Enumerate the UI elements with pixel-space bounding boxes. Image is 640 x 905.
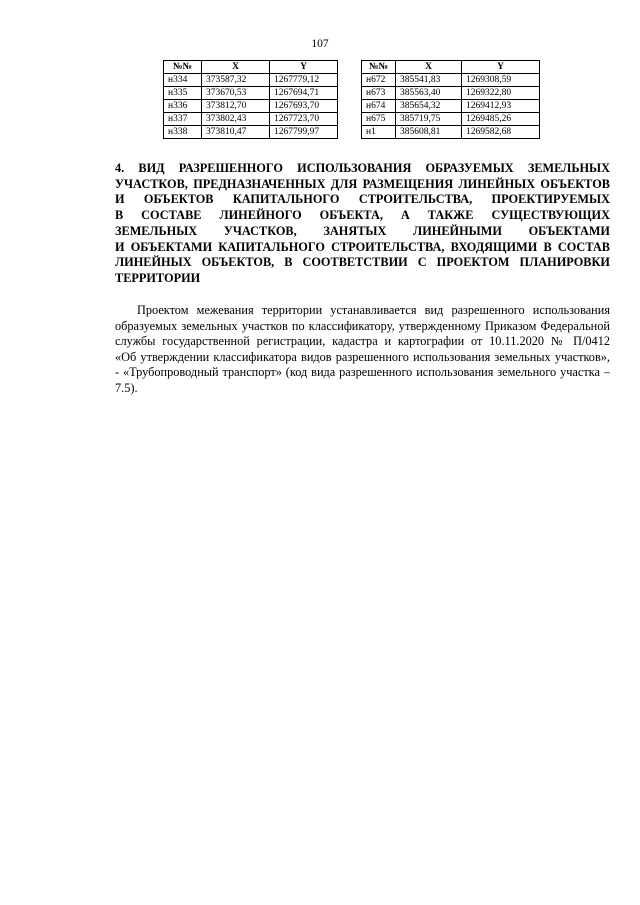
point-id: н672 — [362, 74, 396, 87]
x-value: 373802,43 — [202, 113, 270, 126]
column-header-x: X — [396, 61, 462, 74]
y-value: 1269485,26 — [462, 113, 540, 126]
y-value: 1269308,59 — [462, 74, 540, 87]
heading-line: В СОСТАВЕ ЛИНЕЙНОГО ОБЪЕКТА, А ТАКЖЕ СУЩЕСТВУЮЩИХ — [115, 208, 610, 223]
paragraph-line: - «Трубопроводный транспорт» (код вида разрешенного использования земельного участка – — [115, 365, 610, 380]
heading-line: УЧАСТКОВ, ПРЕДНАЗНАЧЕННЫХ ДЛЯ РАЗМЕЩЕНИЯ ЛИНЕЙНЫХ ОБЪЕКТОВ — [115, 176, 610, 191]
paragraph-line: 7.5). — [115, 380, 138, 395]
column-header-number: №№ — [164, 61, 202, 74]
table-header-row — [164, 61, 338, 74]
y-value: 1267799,97 — [270, 126, 338, 139]
x-value: 373812,70 — [202, 100, 270, 113]
column-header-number: №№ — [362, 61, 396, 74]
y-value: 1267779,12 — [270, 74, 338, 87]
coordinates-table-right — [361, 60, 540, 139]
heading-line: 4. ВИД РАЗРЕШЕННОГО ИСПОЛЬЗОВАНИЯ ОБРАЗУЕМЫХ ЗЕМЕЛЬНЫХ — [115, 161, 610, 175]
table-row — [164, 87, 338, 100]
table-row — [362, 100, 540, 113]
y-value: 1269322,80 — [462, 87, 540, 100]
paragraph-line: «Об утверждении классификатора видов разрешенного использования земельных участков», — [115, 349, 610, 364]
section-heading — [115, 161, 610, 287]
paragraph-line: Проектом межевания территории устанавливается вид разрешенного использования — [137, 303, 610, 317]
point-id: н336 — [164, 100, 202, 113]
coordinates-table-left — [163, 60, 338, 139]
point-id: н334 — [164, 74, 202, 87]
paragraph-line: службы государственной регистрации, кадастра и картографии от 10.11.2020 № П/0412 — [115, 334, 610, 349]
x-value: 385608,81 — [396, 126, 462, 139]
table-row — [362, 126, 540, 139]
table-row — [164, 74, 338, 87]
table-row — [362, 74, 540, 87]
y-value: 1269412,93 — [462, 100, 540, 113]
column-header-y: Y — [270, 61, 338, 74]
table-row — [362, 113, 540, 126]
y-value: 1267693,70 — [270, 100, 338, 113]
x-value: 385719,75 — [396, 113, 462, 126]
heading-line: ЗЕМЕЛЬНЫХ УЧАСТКОВ, ЗАНЯТЫХ ЛИНЕЙНЫМИ ОБЪЕКТАМИ — [115, 223, 610, 238]
column-header-y: Y — [462, 61, 540, 74]
point-id: н337 — [164, 113, 202, 126]
table-row — [164, 113, 338, 126]
x-value: 385654,32 — [396, 100, 462, 113]
paragraph-line: образуемых земельных участков по классификатору, утвержденному Приказом Федеральной — [115, 318, 610, 333]
y-value: 1267694,71 — [270, 87, 338, 100]
point-id: н675 — [362, 113, 396, 126]
y-value: 1269582,68 — [462, 126, 540, 139]
column-header-x: X — [202, 61, 270, 74]
heading-line: И ОБЪЕКТОВ КАПИТАЛЬНОГО СТРОИТЕЛЬСТВА, ПРОЕКТИРУЕМЫХ — [115, 192, 610, 207]
point-id: н338 — [164, 126, 202, 139]
x-value: 373587,32 — [202, 74, 270, 87]
x-value: 373670,53 — [202, 87, 270, 100]
page-number: 107 — [311, 38, 329, 50]
point-id: н1 — [362, 126, 396, 139]
point-id: н335 — [164, 87, 202, 100]
table-header-row — [362, 61, 540, 74]
body-paragraph — [115, 303, 610, 397]
x-value: 385541,83 — [396, 74, 462, 87]
heading-line: И ОБЪЕКТАМИ КАПИТАЛЬНОГО СТРОИТЕЛЬСТВА, ВХОДЯЩИМИ В СОСТАВ — [115, 239, 610, 254]
table-row — [164, 100, 338, 113]
x-value: 385563,40 — [396, 87, 462, 100]
heading-line: ЛИНЕЙНЫХ ОБЪЕКТОВ, В СООТВЕТСТВИИ С ПРОЕКТОМ ПЛАНИРОВКИ — [115, 255, 610, 270]
point-id: н673 — [362, 87, 396, 100]
table-row — [362, 87, 540, 100]
table-row — [164, 126, 338, 139]
y-value: 1267723,70 — [270, 113, 338, 126]
heading-line: ТЕРРИТОРИИ — [115, 270, 201, 285]
x-value: 373810,47 — [202, 126, 270, 139]
point-id: н674 — [362, 100, 396, 113]
